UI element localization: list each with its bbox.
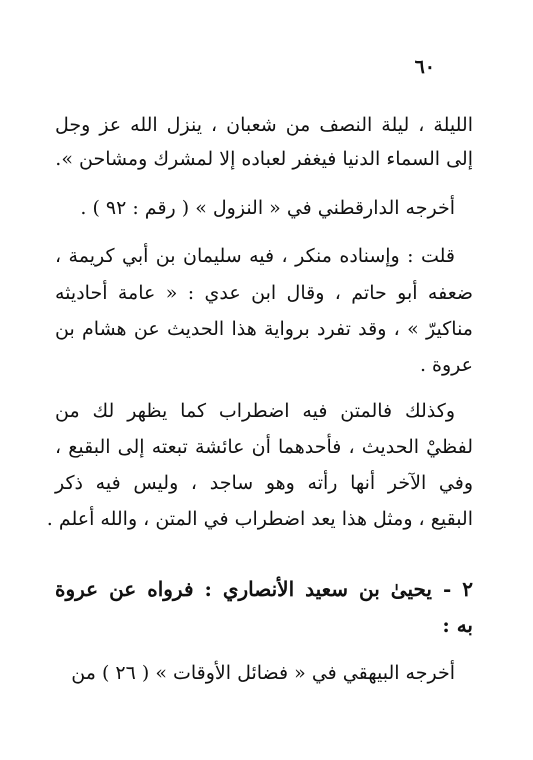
text-line: لفظيْ الحديث ، فأحدهما أن عائشة تبعته إلى البقيع ،: [55, 436, 473, 458]
text-line: عروة .: [419, 354, 473, 376]
text-line: قلت : وإسناده منكر ، فيه سليمان بن أبي كريمة ،: [55, 245, 455, 267]
text-line: الليلة ، ليلة النصف من شعبان ، ينزل الله عز وجل: [55, 114, 473, 136]
section-heading: به :: [442, 613, 473, 637]
text-line: أخرجه البيهقي في « فضائل الأوقات » ( ٢٦ ) من: [71, 662, 455, 684]
text-line: أخرجه الدارقطني في « النزول » ( رقم : ٩٢ ) .: [80, 197, 455, 219]
text-line: مناكيرّ » ، وقد تفرد برواية هذا الحديث عن هشام بن: [55, 318, 473, 340]
text-line: البقيع ، ومثل هذا يعد اضطراب في المتن ، والله أعلم .: [46, 508, 473, 530]
text-line: ضعفه أبو حاتم ، وقال ابن عدي : « عامة أحاديثه: [55, 282, 473, 304]
section-heading: ٢ - يحيىٰ بن سعيد الأنصاري : فرواه عن عروة: [55, 577, 473, 601]
text-line: وكذلك فالمتن فيه اضطراب كما يظهر لك من: [55, 400, 455, 422]
text-line: وفي الآخر أنها رأته وهو ساجد ، وليس فيه ذكر: [55, 472, 473, 494]
page-number: ٦٠: [414, 56, 435, 78]
text-line: إلى السماء الدنيا فيغفر لعباده إلا لمشرك ومشاحن ».: [55, 148, 473, 170]
